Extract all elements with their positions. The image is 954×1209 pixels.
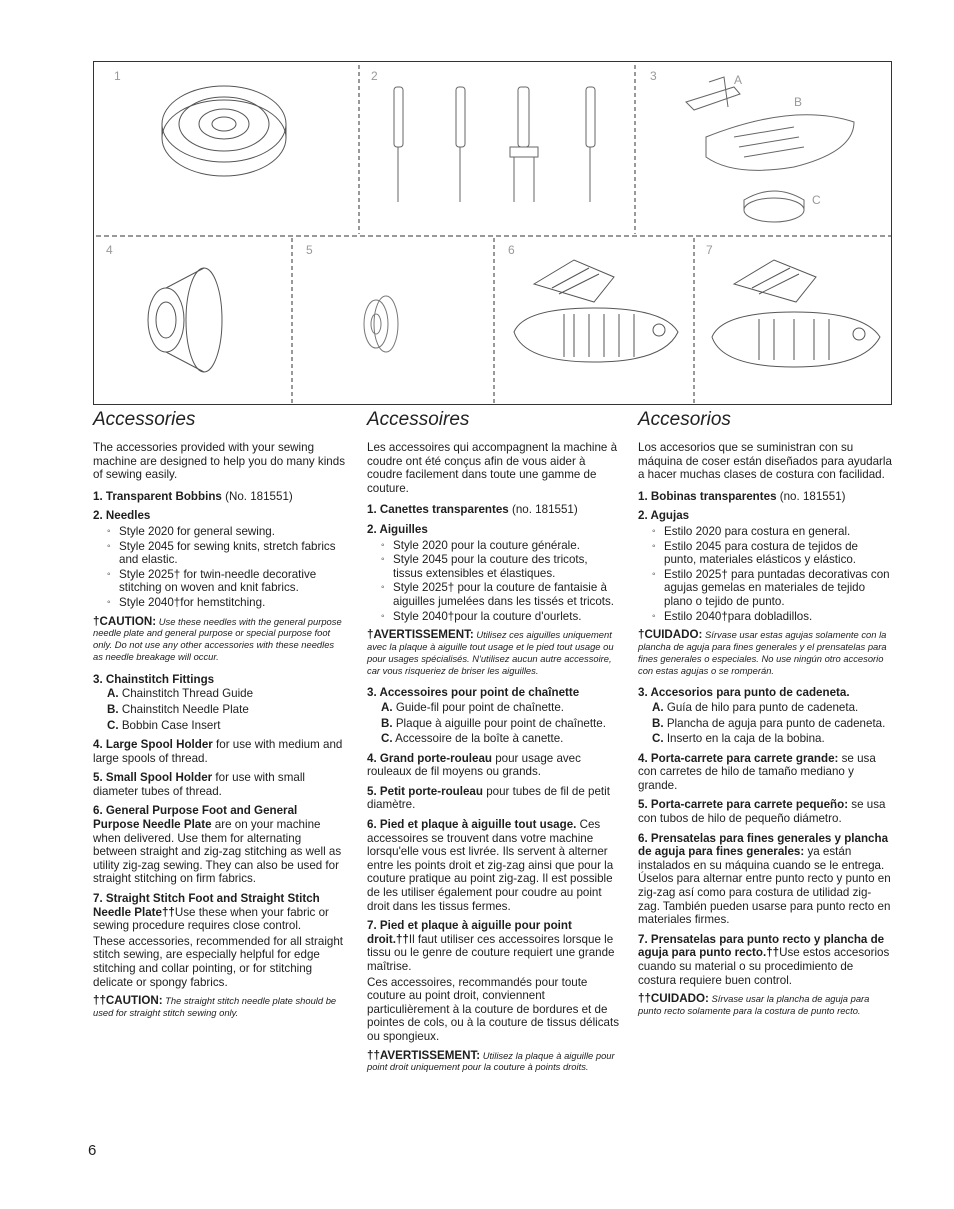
panel-number-7: 7	[706, 243, 713, 257]
english-item-6: 6. General Purpose Foot and General Purpose Needle Plate are on your machine when delivered. Use them for alternating between straight and zig-zag stitching as well as utility zig-zag sewing. They can also be used for straight stitching on firm fabrics.	[93, 804, 342, 886]
spanish-needle-list	[652, 525, 893, 623]
panel-number-4: 4	[106, 243, 113, 257]
accessories-drawing	[94, 62, 893, 406]
large-spool-holder-drawing	[148, 268, 222, 372]
list-item: ◦ Estilo 2025† para puntadas decorativas con agujas gemelas en materiales de tejido plano o tejido de punto.	[652, 568, 893, 609]
english-item-3: 3. Chainstitch Fittings	[93, 672, 215, 686]
english-item-4: 4. Large Spool Holder for use with medium and large spools of thread.	[93, 738, 343, 765]
english-needle-list	[107, 525, 345, 610]
list-item: ◦ Style 2020 pour la couture générale.	[381, 539, 620, 553]
french-item-2: 2. Aiguilles	[367, 522, 428, 536]
spanish-caution: †CUIDADO: Sírvase usar estas agujas solamente con la plancha de aguja para fines generales y el prensatelas para fines generales o especiales. No use ningún otro accesorio con estas agujas o se romperán.	[638, 628, 887, 676]
list-item: ◦ Style 2045 for sewing knits, stretch fabrics and elastic.	[107, 540, 345, 567]
list-item: ◦ Style 2025† for twin-needle decorative stitching on woven and knit fabrics.	[107, 568, 345, 595]
panel-number-6: 6	[508, 243, 515, 257]
part-letter-c: C	[812, 193, 821, 207]
spanish-item-1: 1. Bobinas transparentes (no. 181551)	[638, 489, 846, 503]
english-caution: †CAUTION: Use these needles with the general purpose needle plate and general purpose or special purpose foot only. Do not use any other accessories with these needles as needle breakage will occur.	[93, 614, 342, 662]
small-spool-holder-drawing	[364, 296, 398, 352]
spanish-caution-2: ††CUIDADO: Sírvase usar la plancha de aguja para punto recto solamente para la costura de punto recto.	[638, 992, 870, 1016]
panel-number-3: 3	[650, 69, 657, 83]
panel-number-1: 1	[114, 69, 121, 83]
english-title: Accessories	[93, 409, 196, 430]
spanish-item-3c: C. Inserto en la caja de la bobina.	[652, 732, 825, 746]
list-item: ◦ Style 2045 pour la couture des tricots, tissus extensibles et élastiques.	[381, 553, 620, 580]
english-intro: The accessories provided with your sewing machine are designed to help you do many kinds of sewing easily.	[93, 441, 345, 482]
french-item-4: 4. Grand porte-rouleau pour usage avec rouleaux de fil moyens ou grands.	[367, 751, 581, 779]
french-item-3: 3. Accessoires pour point de chaînette	[367, 686, 580, 700]
list-item: ◦ Estilo 2045 para costura de tejidos de punto, materiales elásticos y elástico.	[652, 540, 893, 567]
english-item-3a: A. Chainstitch Thread Guide	[107, 687, 254, 701]
french-item-3c: C. Accessoire de la boîte à canette.	[381, 732, 564, 746]
french-item-7: 7. Pied et plaque à aiguille pour point droit.††Il faut utiliser ces accessoires lorsque le tissu ou le genre de couture requiert une grande maîtrise.	[367, 919, 615, 973]
english-item-7: 7. Straight Stitch Foot and Straight Stitch Needle Plate††Use these when your fabric or sewing procedure requires close control.	[93, 892, 329, 933]
page-number: 6	[88, 1142, 97, 1159]
english-item-7-detail: These accessories, recommended for all straight stitch sewing, are especially helpful for edge stitching and collar pointing, or for stitching delicate or spongy fabrics.	[93, 934, 344, 989]
english-item-2: 2. Needles	[93, 509, 151, 523]
list-item: ◦ Estilo 2020 para costura en general.	[652, 525, 893, 539]
english-item-3c: C. Bobbin Case Insert	[107, 718, 221, 732]
french-item-7-detail: Ces accessoires, recommandés pour toute couture au point droit, conviennent particulièrement à la couture de bordures et de pointes de cols, ou à la couture de tissus délicats ou spongieux.	[367, 975, 619, 1043]
list-item: ◦ Estilo 2040†para dobladillos.	[652, 610, 893, 624]
spanish-item-5: 5. Porta-carrete para carrete pequeño: se usa con tubos de hilo de pequeño diámetro.	[638, 798, 886, 826]
french-item-3a: A. Guide-fil pour point de chaînette.	[381, 700, 565, 714]
english-item-5: 5. Small Spool Holder for use with small diameter tubes of thread.	[93, 771, 305, 798]
spanish-column	[638, 410, 893, 1027]
spanish-item-3b: B. Plancha de aguja para punto de cadeneta.	[652, 716, 886, 730]
spanish-intro: Los accesorios que se suministran con su máquina de coser están diseñados para ayudarla a hacer muchas clases de costura con facilidad.	[638, 441, 892, 482]
french-intro: Les accessoires qui accompagnent la machine à coudre ont été conçus afin de vous aider à coudre facilement dans toute une gamme de couture.	[367, 441, 618, 495]
spanish-item-4: 4. Porta-carrete para carrete grande: se usa con carretes de hilo de tamaño mediano y grande.	[638, 751, 876, 792]
french-item-5: 5. Petit porte-rouleau pour tubes de fil de petit diamètre.	[367, 784, 610, 812]
french-caution: †AVERTISSEMENT: Utilisez ces aiguilles uniquement avec la plaque à aiguille tout usage et le pied tout usage ou pour usages spécialisés. N'utilisez aucun autre accessoire, car vous risqueriez de briser les aiguilles.	[367, 628, 614, 676]
panel-number-2: 2	[371, 69, 378, 83]
straight-stitch-foot-plate-drawing	[712, 260, 880, 367]
list-item: ◦ Style 2020 for general sewing.	[107, 525, 345, 539]
spanish-item-6: 6. Prensatelas para fines generales y plancha de aguja para fines generales: ya están instalados en su máquina cuando se le entrega. Úselos para alternar entre punto recto y punto en zig-zag así como para costura de utilidad zig-zag. También pueden usarse para punto recto en materiales firmes.	[638, 831, 891, 927]
french-item-3b: B. Plaque à aiguille pour point de chaînette.	[381, 716, 606, 730]
part-letter-a: A	[734, 73, 743, 87]
english-item-3b: B. Chainstitch Needle Plate	[107, 702, 249, 716]
needles-drawing	[394, 87, 595, 202]
french-needle-list	[381, 539, 620, 624]
french-title: Accessoires	[367, 409, 470, 430]
list-item: ◦ Style 2040†for hemstitching.	[107, 596, 345, 610]
spanish-item-3a: A. Guía de hilo para punto de cadeneta.	[652, 700, 859, 714]
english-caution-2: ††CAUTION: The straight stitch needle plate should be used for straight stitch sewing only.	[93, 994, 337, 1018]
general-purpose-foot-plate-drawing	[514, 260, 678, 362]
chainstitch-fittings-drawing	[686, 77, 854, 222]
list-item: ◦ Style 2025† pour la couture de fantaisie à aiguilles jumelées dans les tissés et tricots.	[381, 581, 620, 608]
spanish-item-2: 2. Agujas	[638, 509, 690, 523]
english-item-1: 1. Transparent Bobbins (No. 181551)	[93, 489, 293, 503]
french-item-6: 6. Pied et plaque à aiguille tout usage. Ces accessoires se trouvent dans votre machine lorsqu'elle vous est livrée. Ils servent à alterner entre les points droit et zig-zag ainsi que pour la couture pratique au point zig-zag. Il est possible de les utiliser également pour coudre au point droit dans les tissus fermes.	[367, 818, 614, 913]
english-column	[93, 410, 345, 1029]
spanish-title: Accesorios	[638, 409, 731, 430]
list-item: ◦ Style 2040†pour la couture d'ourlets.	[381, 610, 620, 624]
spanish-item-7: 7. Prensatelas para punto recto y plancha de aguja para punto recto.††Use estos accesorios cuando su material o su procedimiento de costura requiere buen control.	[638, 932, 890, 987]
transparent-bobbin-drawing	[162, 86, 286, 176]
panel-number-5: 5	[306, 243, 313, 257]
french-caution-2: ††AVERTISSEMENT: Utilisez la plaque à aiguille pour point droit uniquement pour la couture à points droits.	[367, 1048, 615, 1073]
part-letter-b: B	[794, 95, 803, 109]
french-column	[367, 410, 620, 1083]
french-item-1: 1. Canettes transparentes (no. 181551)	[367, 503, 578, 517]
accessories-illustration	[93, 61, 892, 405]
spanish-item-3: 3. Accesorios para punto de cadeneta.	[638, 686, 850, 700]
